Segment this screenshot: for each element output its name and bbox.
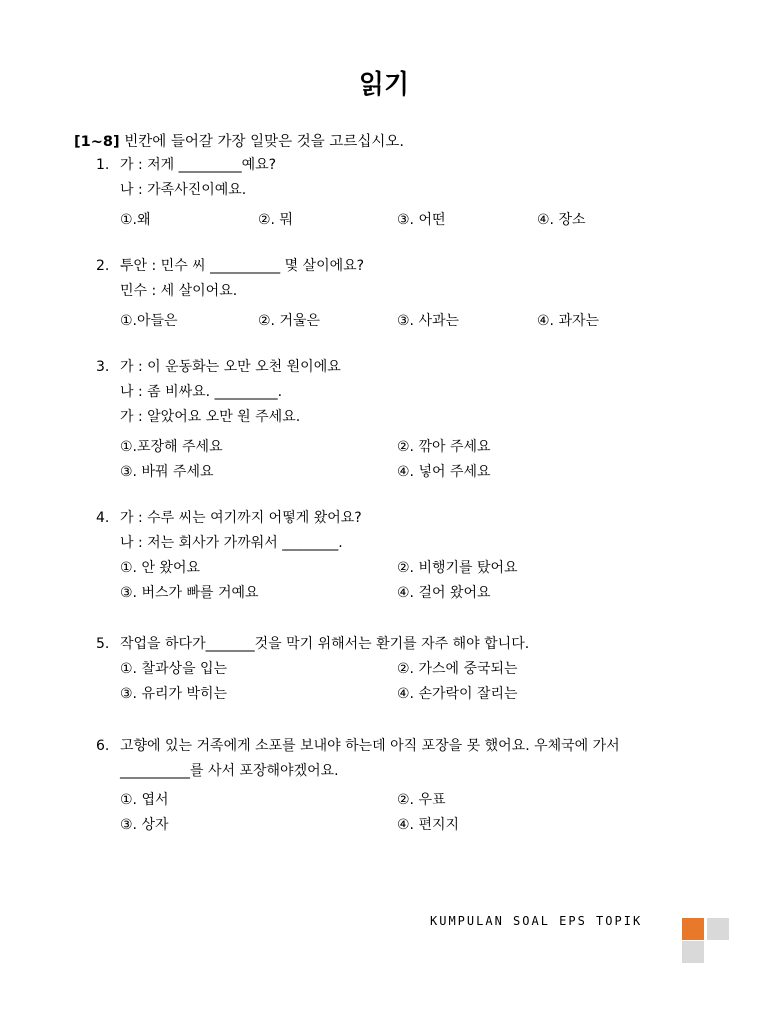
decor-square-gray <box>682 941 704 963</box>
options-row <box>96 788 716 813</box>
option-4: ④. 과자는 <box>537 313 600 329</box>
question-2 <box>96 254 716 334</box>
question-number: 4. <box>96 510 110 526</box>
options-row <box>96 682 716 707</box>
decor-square-orange <box>682 918 704 940</box>
option-4: ④. 손가락이 잘리는 <box>397 686 518 702</box>
option-3: ③. 유리가 박히는 <box>120 686 228 702</box>
option-3: ③. 바꿔 주세요 <box>120 464 214 480</box>
option-3: ③. 버스가 빠를 거예요 <box>120 585 259 601</box>
options-row <box>96 813 716 838</box>
options-row <box>96 460 716 485</box>
options-row <box>96 581 716 606</box>
option-4: ④. 넣어 주세요 <box>397 464 491 480</box>
options-row <box>96 556 716 581</box>
option-4: ④. 장소 <box>537 212 586 228</box>
option-1: ①. 안 왔어요 <box>120 560 200 576</box>
option-2: ②. 우표 <box>397 792 446 808</box>
option-2: ②. 가스에 중국되는 <box>397 661 518 677</box>
option-4: ④. 편지지 <box>397 817 460 833</box>
option-1: ①. 찰과상을 입는 <box>120 661 228 677</box>
question-line: __________를 사서 포장해야겠어요. <box>120 763 339 779</box>
question-line: 나 : 저는 회사가 가까워서 ________. <box>120 535 343 551</box>
option-1: ①.왜 <box>120 212 151 228</box>
question-line: 작업을 하다가_______것을 막기 위해서는 환기를 자주 해야 합니다. <box>120 636 530 652</box>
question-number: 5. <box>96 636 110 652</box>
option-3: ③. 사과는 <box>397 313 460 329</box>
question-number: 1. <box>96 157 110 173</box>
question-number: 6. <box>96 738 110 754</box>
footer-text: KUMPULAN SOAL EPS TOPIK <box>430 914 643 928</box>
question-1 <box>96 153 716 233</box>
option-1: ①. 엽서 <box>120 792 169 808</box>
question-line: 고향에 있는 거족에게 소포를 보내야 하는데 아직 포장을 못 했어요. 우체국에 가서 <box>120 738 620 754</box>
option-2: ②. 비행기를 탔어요 <box>397 560 518 576</box>
question-6 <box>96 734 716 838</box>
options-row <box>96 657 716 682</box>
question-3 <box>96 355 716 485</box>
option-3: ③. 어떤 <box>397 212 446 228</box>
option-2: ②. 거울은 <box>258 313 321 329</box>
question-number: 2. <box>96 258 110 274</box>
page-title: 읽기 <box>358 70 410 100</box>
options-row <box>96 208 716 233</box>
question-line: 나 : 가족사진이예요. <box>120 182 247 198</box>
instruction-text: 빈칸에 들어갈 가장 일맞은 것을 고르십시오. <box>119 134 404 150</box>
question-line: 가 : 알았어요 오만 원 주세요. <box>120 409 301 425</box>
question-line: 투안 : 민수 씨 __________ 몇 살이에요? <box>120 258 365 274</box>
question-line: 가 : 저게 _________예요? <box>120 157 277 173</box>
instruction-range: [1~8] <box>74 134 120 150</box>
question-5 <box>96 632 716 707</box>
question-4 <box>96 506 716 606</box>
option-2: ②. 깎아 주세요 <box>397 439 491 455</box>
question-line: 민수 : 세 살이어요. <box>120 283 238 299</box>
options-row <box>96 309 716 334</box>
option-4: ④. 걸어 왔어요 <box>397 585 491 601</box>
option-1: ①.포장해 주세요 <box>120 439 223 455</box>
question-number: 3. <box>96 359 110 375</box>
instruction <box>74 130 404 151</box>
question-line: 가 : 이 운동화는 오만 오천 원이에요 <box>120 359 341 375</box>
option-2: ②. 뭐 <box>258 212 293 228</box>
option-3: ③. 상자 <box>120 817 169 833</box>
options-row <box>96 435 716 460</box>
question-line: 나 : 좀 비싸요. _________. <box>120 384 283 400</box>
decor-square-gray <box>707 918 729 940</box>
option-1: ①.아들은 <box>120 313 178 329</box>
question-line: 가 : 수루 씨는 여기까지 어떻게 왔어요? <box>120 510 362 526</box>
